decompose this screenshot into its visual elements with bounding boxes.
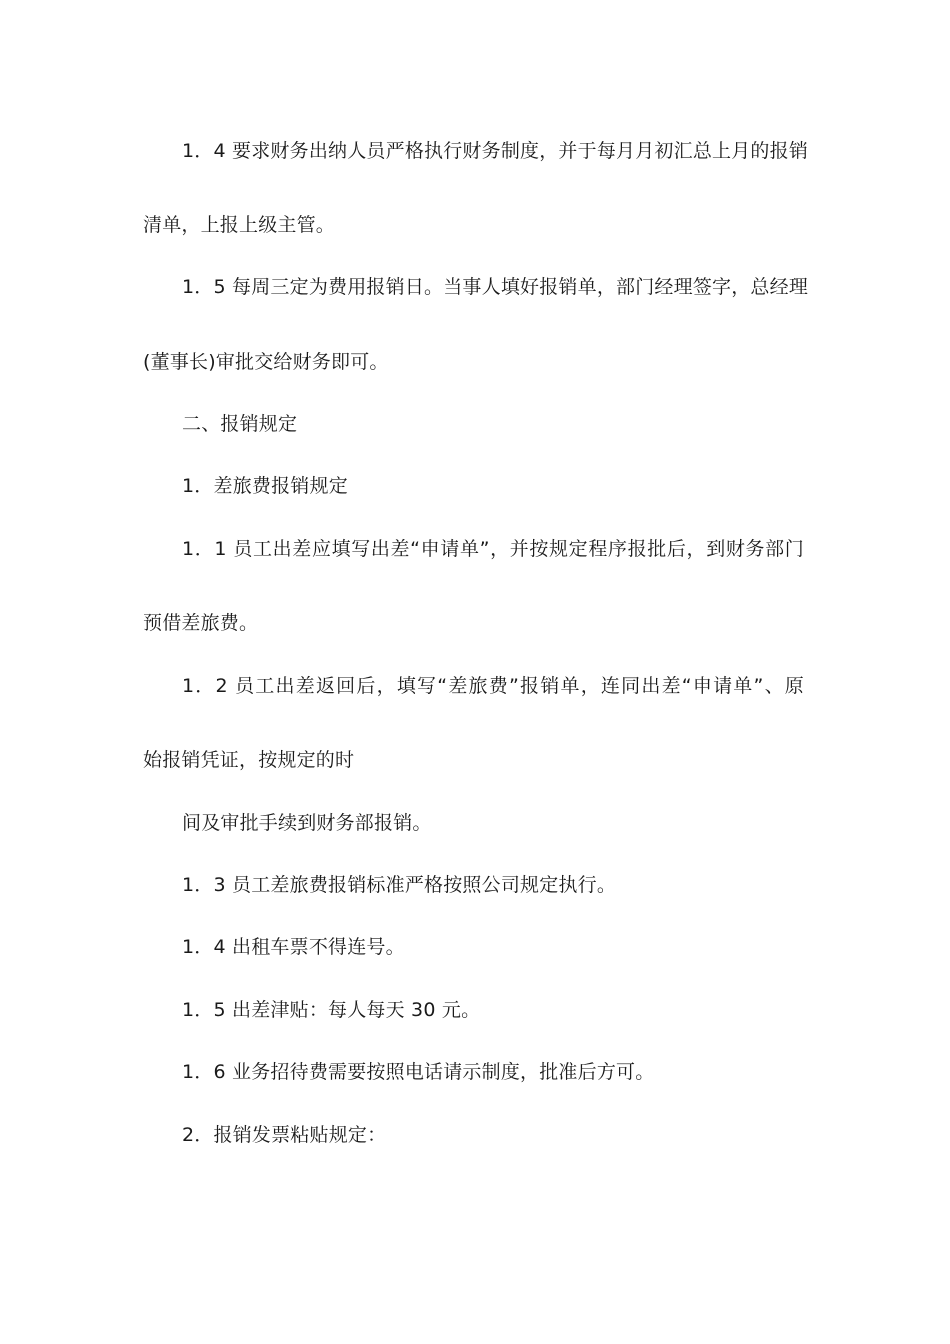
paragraph-line: 1．6 业务招待费需要按照电话请示制度，批准后方可。	[182, 1061, 655, 1083]
paragraph-line: (董事长)审批交给财务即可。	[143, 351, 389, 373]
paragraph-line: 1．1 员工出差应填写出差“申请单”，并按规定程序报批后，到财务部门	[182, 538, 804, 560]
paragraph-line: 预借差旅费。	[143, 612, 259, 634]
paragraph-line: 1．2 员工出差返回后，填写“差旅费”报销单，连同出差“申请单”、原	[182, 675, 804, 697]
paragraph-line: 1．5 每周三定为费用报销日。当事人填好报销单，部门经理签字，总经理	[182, 276, 809, 298]
paragraph-line: 1．4 要求财务出纳人员严格执行财务制度，并于每月月初汇总上月的报销	[182, 140, 809, 162]
paragraph-line: 清单，上报上级主管。	[143, 214, 336, 236]
paragraph-line: 始报销凭证，按规定的时	[143, 749, 355, 771]
subsection-heading: 1．差旅费报销规定	[182, 475, 348, 497]
paragraph-line: 1．4 出租车票不得连号。	[182, 936, 405, 958]
subsection-heading: 2．报销发票粘贴规定：	[182, 1124, 387, 1146]
paragraph-line: 1．3 员工差旅费报销标准严格按照公司规定执行。	[182, 874, 617, 896]
paragraph-line: 1．5 出差津贴：每人每天 30 元。	[182, 999, 481, 1021]
section-heading: 二、报销规定	[182, 413, 298, 435]
paragraph-line: 间及审批手续到财务部报销。	[182, 812, 432, 834]
